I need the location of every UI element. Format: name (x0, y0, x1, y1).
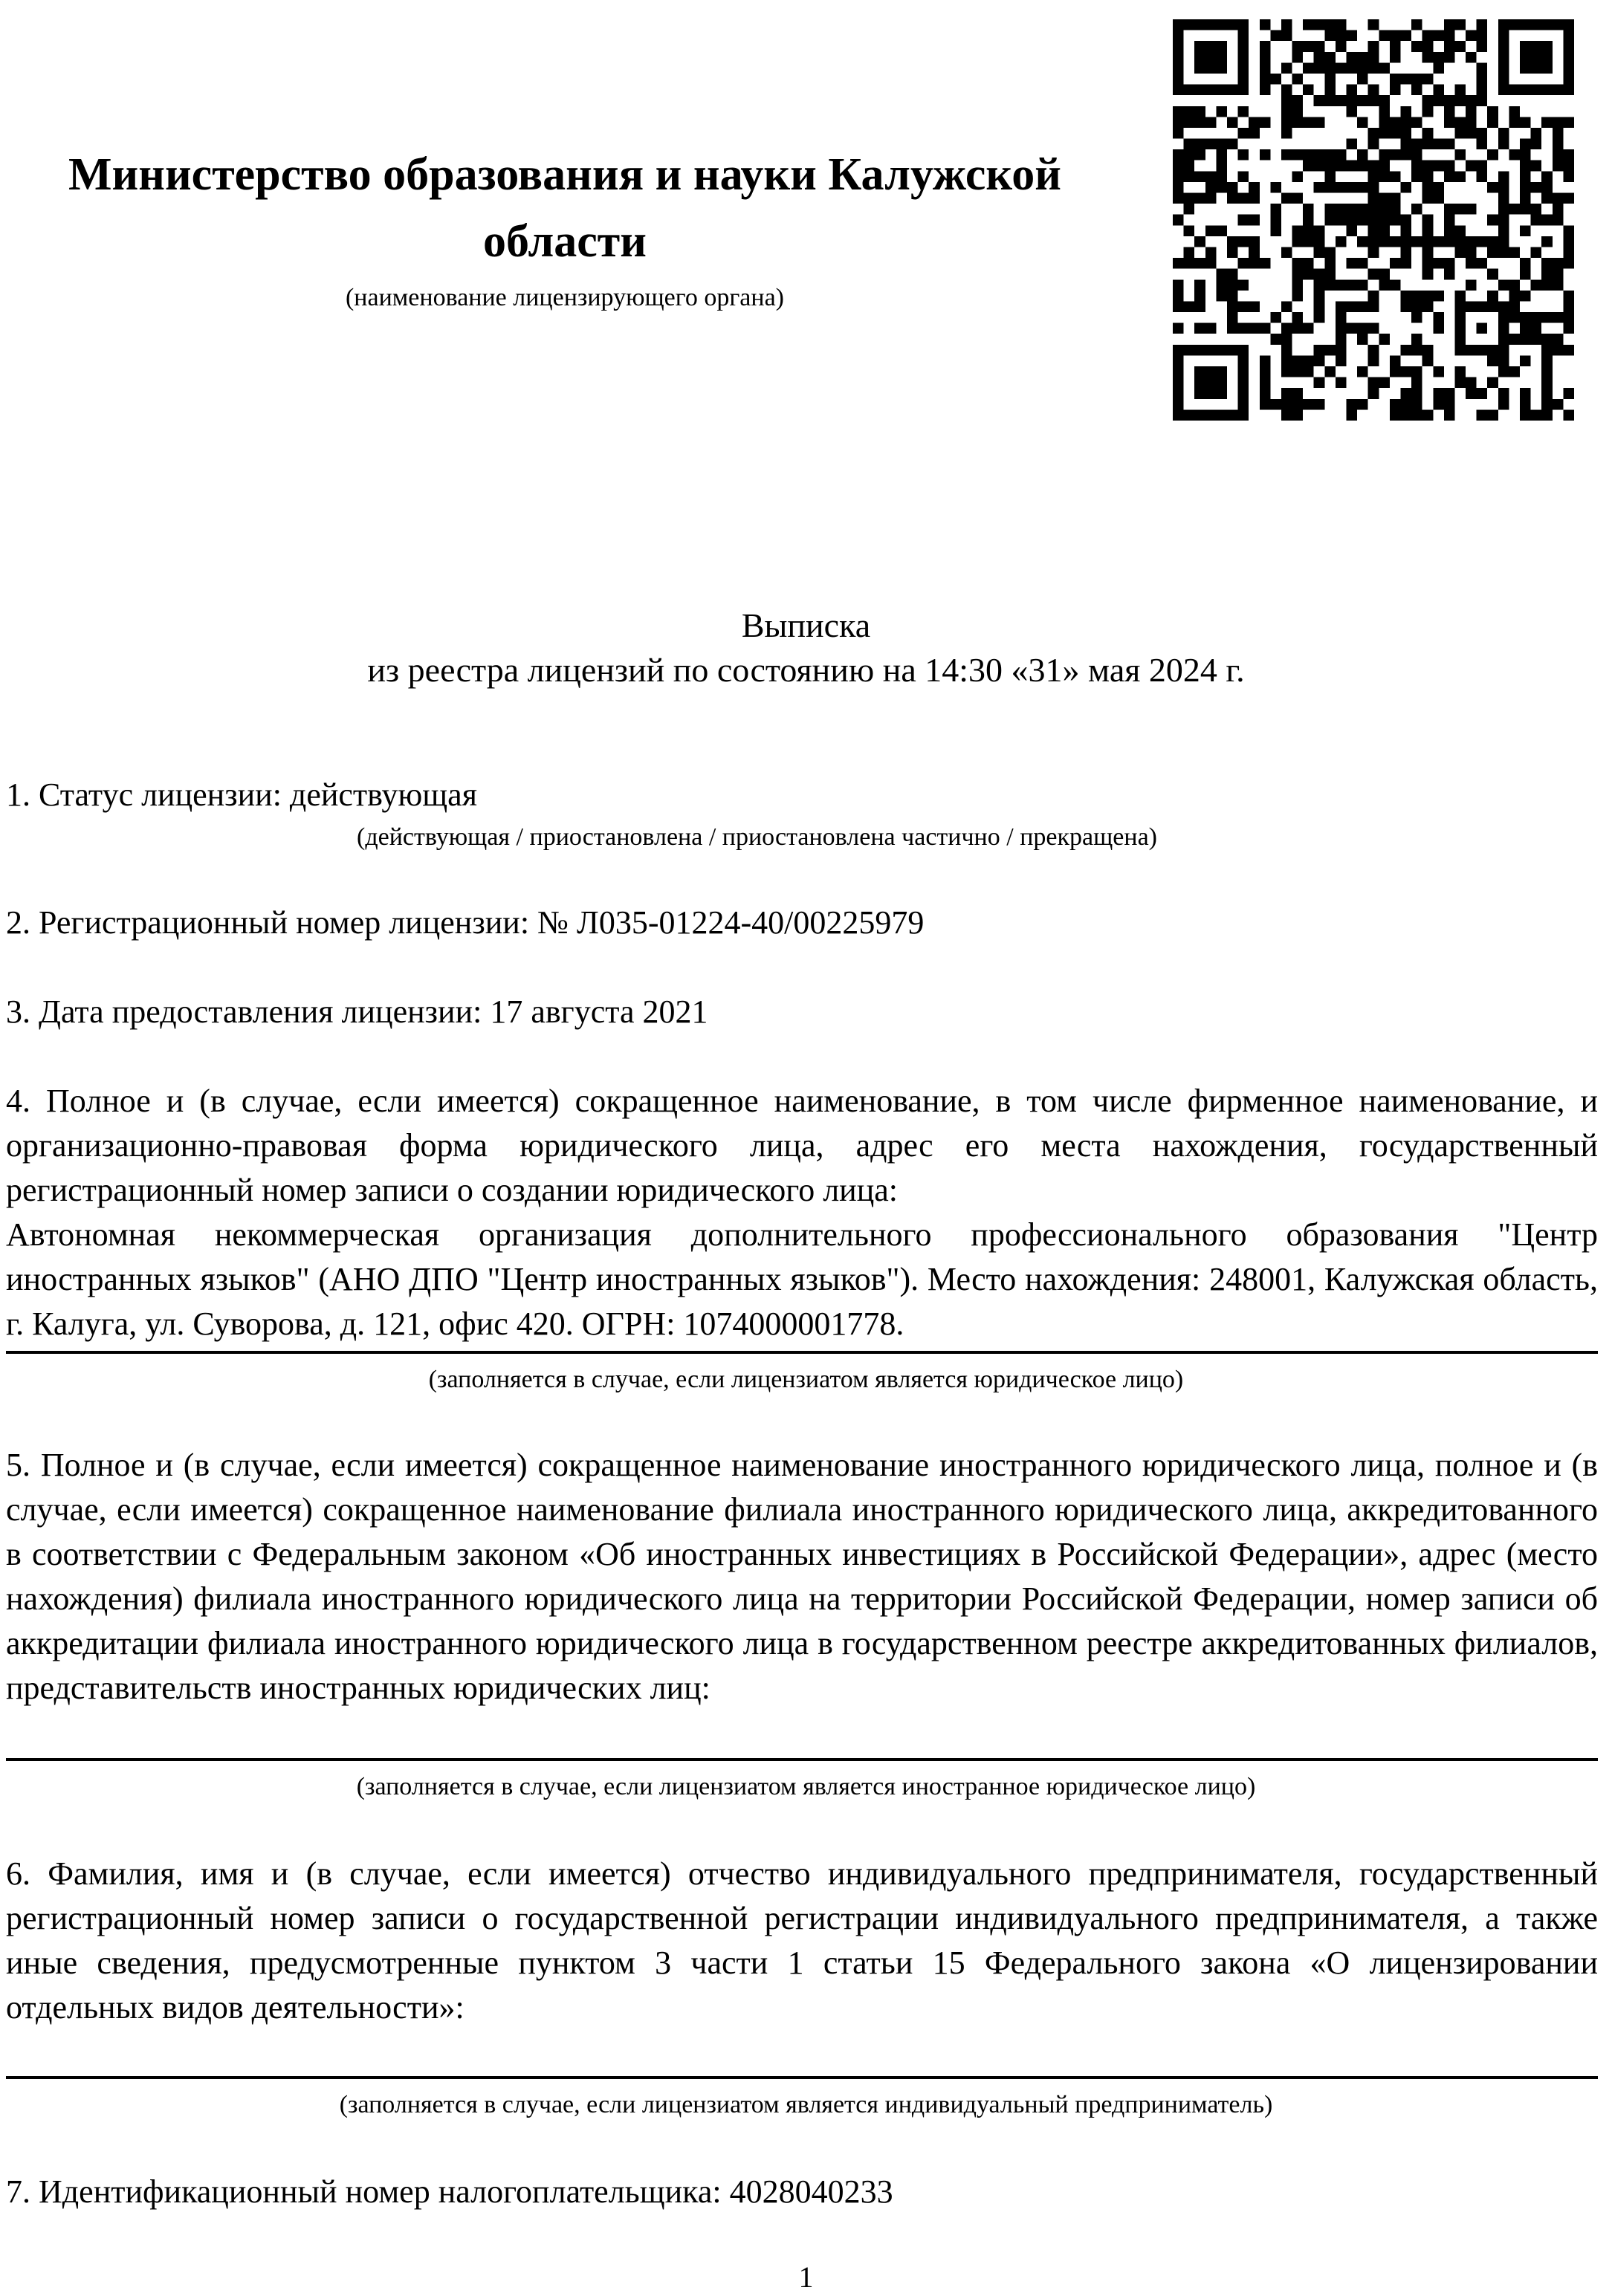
entrepreneur-question: 6. Фамилия, имя и (в случае, если имеется) отчество индивидуального предпринимателя, государственный регистрационный номер записи о государственной регистрации индивидуального предпринимателя, а также иные сведения, предусмотренные пунктом 3 части 1 статьи 15 Федерального закона «О лицензировании отдельных видов деятельности»: (6, 1855, 1598, 2026)
license-status-hint: (действующая / приостановлена / приостановлена частично / прекращена) (357, 823, 1157, 851)
legal-entity-question: 4. Полное и (в случае, если имеется) сокращенное наименование, в том числе фирменное наименование, и организационно-правовая форма юридического лица, адрес его места нахождения, государственный регистрационный номер записи о создании юридического лица: (6, 1083, 1598, 1208)
extract-subtitle: из реестра лицензий по состоянию на 14:30 «31» мая 2024 г. (367, 651, 1245, 689)
licensing-authority-block (15, 141, 1115, 317)
licensing-authority-caption: (наименование лицензирующего органа) (345, 284, 785, 311)
page-number: 1 (798, 2260, 814, 2294)
entrepreneur-caption: (заполняется в случае, если лицензиатом является индивидуальный предприниматель) (339, 2091, 1273, 2118)
qr-code-icon (1173, 19, 1574, 421)
taxpayer-id: 7. Идентификационный номер налогоплательщика: 4028040233 (6, 2173, 893, 2210)
license-status: 1. Статус лицензии: действующая (6, 776, 477, 813)
legal-entity-caption: (заполняется в случае, если лицензиатом является юридическое лицо) (428, 1366, 1184, 1393)
foreign-entity-question: 5. Полное и (в случае, если имеется) сокращенное наименование иностранного юридического лица, полное и (в случае, если имеется) сокращенное наименование филиала иностранного юридического лица, аккредитованного в соответствии с Федеральным законом «Об иностранных инвестициях в Российской Федерации», адрес (место нахождения) филиала иностранного юридического лица на территории Российской Федерации, номер записи об аккредитации филиала иностранного юридического лица в государственном реестре аккредитованных филиалов, представительств иностранных юридических лиц: (6, 1447, 1598, 1706)
foreign-entity-underline (6, 1758, 1598, 1761)
extract-title: Выписка (741, 606, 871, 644)
legal-entity-answer: Автономная некоммерческая организация дополнительного профессионального образования "Центр иностранных языков" (АНО ДПО "Центр иностранных языков"). Место нахождения: 248001, Калужская область, г. Калуга, ул. Суворова, д. 121, офис 420. ОГРН: 1074000001778. (6, 1216, 1598, 1342)
legal-entity-underline (6, 1351, 1598, 1354)
issue-date: 3. Дата предоставления лицензии: 17 августа 2021 (6, 993, 708, 1030)
registration-number: 2. Регистрационный номер лицензии: № Л035-01224-40/00225979 (6, 904, 925, 941)
foreign-entity-caption: (заполняется в случае, если лицензиатом является иностранное юридическое лицо) (356, 1773, 1256, 1800)
licensing-authority-name: Министерство образования и науки Калужской области (68, 149, 1062, 267)
entrepreneur-underline (6, 2076, 1598, 2079)
